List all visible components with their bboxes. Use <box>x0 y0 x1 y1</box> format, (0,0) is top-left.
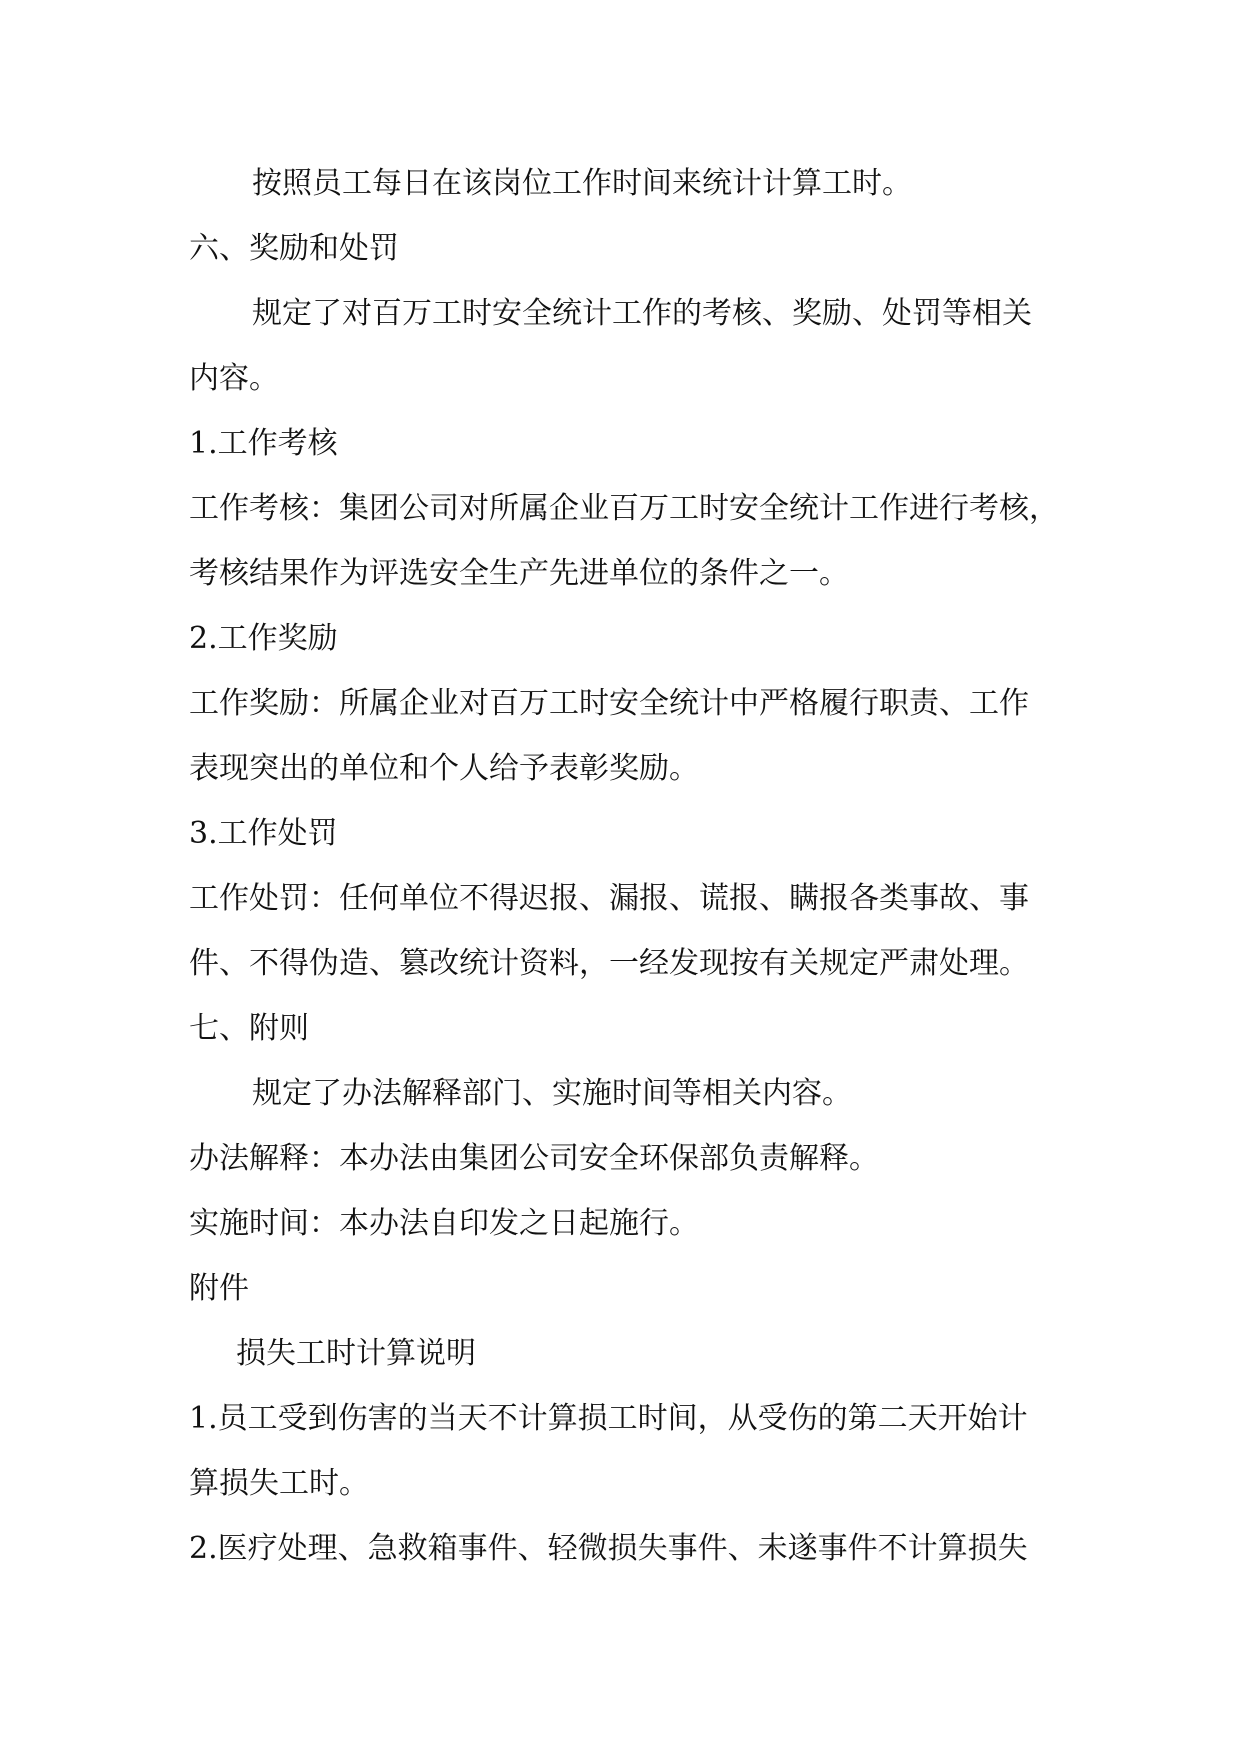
paragraph-line: 算损失工时。 <box>189 1466 369 1501</box>
subheading-work-penalty: 3.工作处罚 <box>189 816 338 851</box>
paragraph-line: 按照员工每日在该岗位工作时间来统计计算工时。 <box>252 166 912 201</box>
subheading-work-reward: 2.工作奖励 <box>189 621 338 656</box>
attachment-title: 损失工时计算说明 <box>236 1336 476 1371</box>
paragraph-line: 件、不得伪造、篡改统计资料，一经发现按有关规定严肃处理。 <box>189 946 1029 981</box>
paragraph-line: 工作处罚：任何单位不得迟报、漏报、谎报、瞒报各类事故、事 <box>189 881 1029 916</box>
attachment-heading: 附件 <box>189 1271 249 1306</box>
paragraph-line: 工作考核：集团公司对所属企业百万工时安全统计工作进行考核， <box>189 491 1059 526</box>
paragraph-line: 工作奖励：所属企业对百万工时安全统计中严格履行职责、工作 <box>189 686 1029 721</box>
paragraph-line: 考核结果作为评选安全生产先进单位的条件之一。 <box>189 556 849 591</box>
paragraph-line: 规定了办法解释部门、实施时间等相关内容。 <box>252 1076 852 1111</box>
paragraph-line: 表现突出的单位和个人给予表彰奖励。 <box>189 751 699 786</box>
subheading-work-assessment: 1.工作考核 <box>189 426 338 461</box>
paragraph-line: 办法解释：本办法由集团公司安全环保部负责解释。 <box>189 1141 879 1176</box>
paragraph-line: 1.员工受到伤害的当天不计算损工时间，从受伤的第二天开始计 <box>189 1401 1028 1436</box>
paragraph-line: 规定了对百万工时安全统计工作的考核、奖励、处罚等相关 <box>252 296 1032 331</box>
section-heading-six: 六、奖励和处罚 <box>189 231 399 266</box>
paragraph-line: 内容。 <box>189 361 279 396</box>
paragraph-line: 2.医疗处理、急救箱事件、轻微损失事件、未遂事件不计算损失 <box>189 1531 1028 1566</box>
section-heading-seven: 七、附则 <box>189 1011 309 1046</box>
paragraph-line: 实施时间：本办法自印发之日起施行。 <box>189 1206 699 1241</box>
